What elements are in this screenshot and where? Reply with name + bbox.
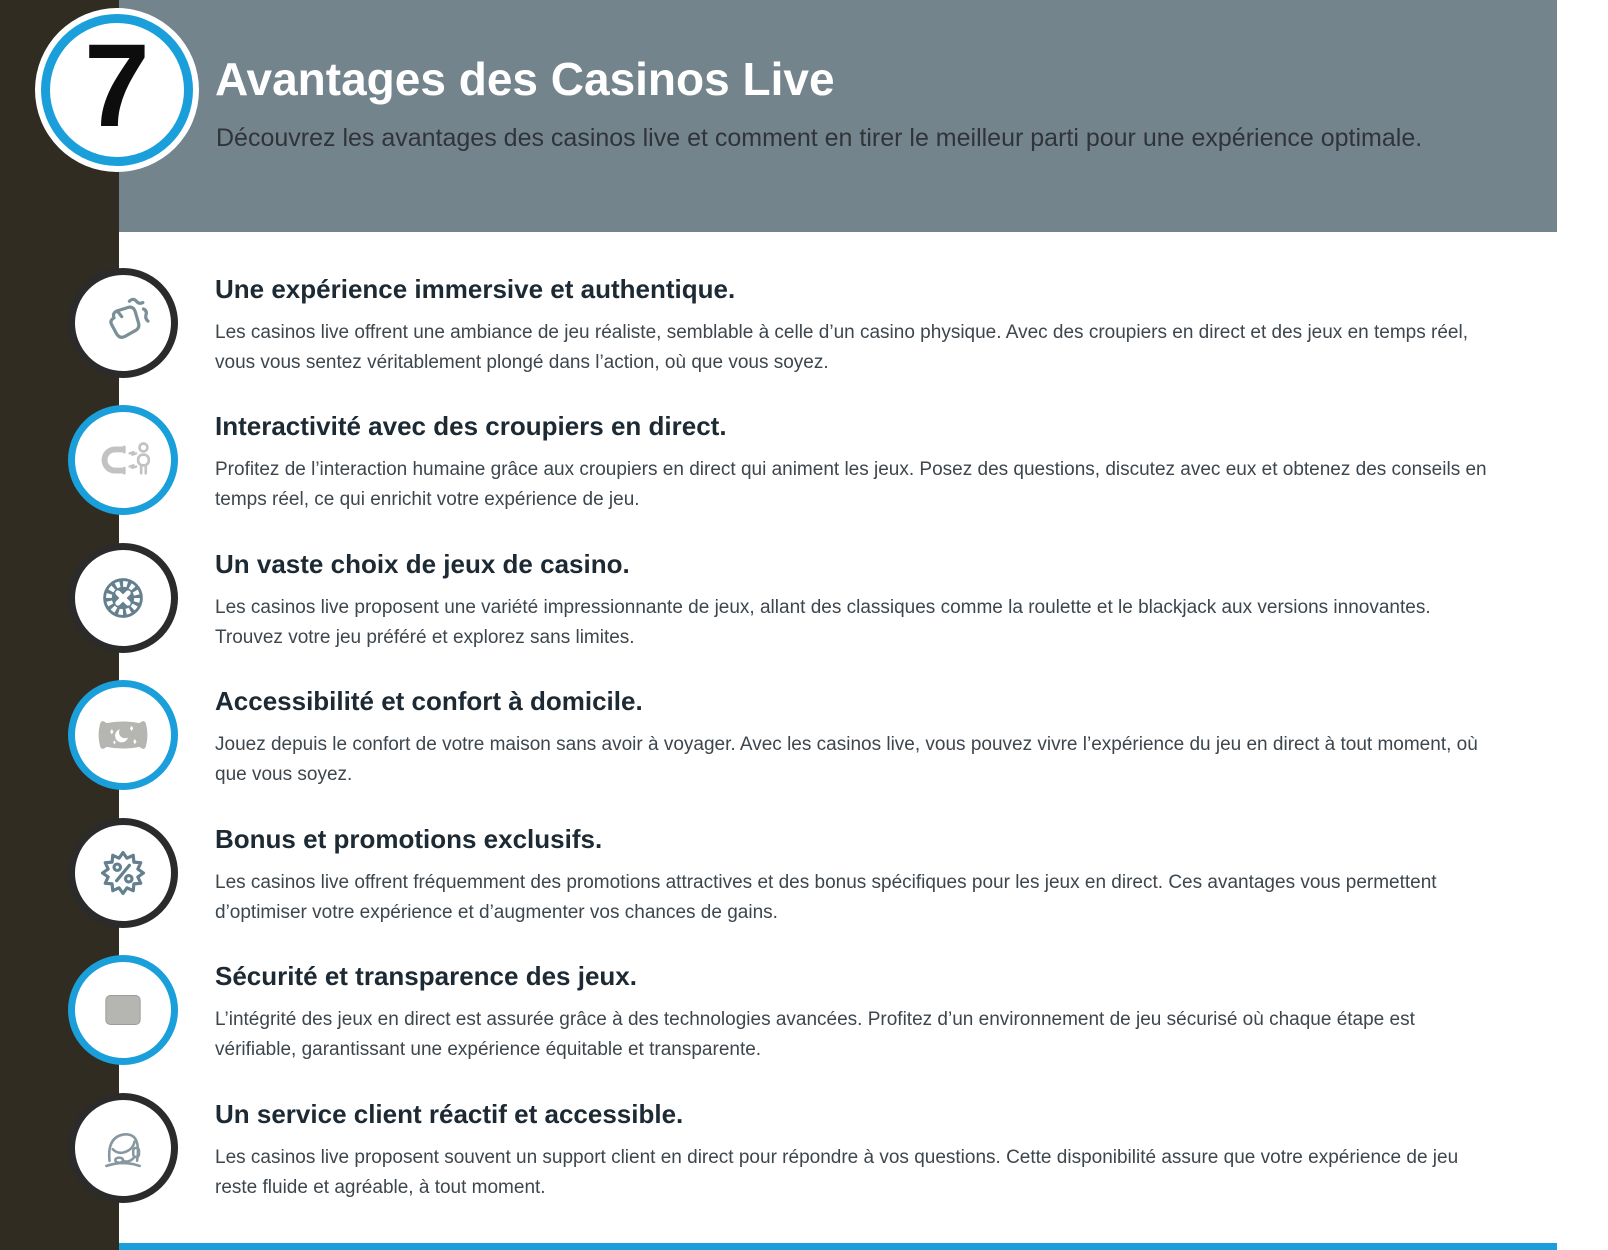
section-title: Un service client réactif et accessible. bbox=[215, 1099, 684, 1129]
bottom-accent-bar bbox=[119, 1243, 1557, 1250]
section-body: Les casinos live proposent une variété impressionnante de jeux, allant des classiques comme la roulette et le blackjack aux versions innovantes. Trouvez votre jeu préféré et explorez sans limites. bbox=[215, 597, 1431, 648]
security-panel-icon bbox=[68, 955, 178, 1065]
section-immersive bbox=[215, 274, 1499, 377]
page-number: 7 bbox=[84, 20, 150, 152]
magnet-person-icon bbox=[68, 405, 178, 515]
section-bonus bbox=[215, 824, 1499, 927]
section-title: Une expérience immersive et authentique. bbox=[215, 274, 736, 304]
section-title: Accessibilité et confort à domicile. bbox=[215, 686, 643, 716]
discount-badge-icon bbox=[68, 818, 178, 928]
section-title: Sécurité et transparence des jeux. bbox=[215, 961, 637, 991]
roulette-wheel-icon bbox=[68, 543, 178, 653]
page-subtitle: Découvrez les avantages des casinos live et comment en tirer le meilleur parti pour une expérience optimale. bbox=[216, 124, 1423, 152]
section-service-client bbox=[215, 1099, 1499, 1202]
section-title: Bonus et promotions exclusifs. bbox=[215, 824, 603, 854]
immersive-glove-icon bbox=[68, 268, 178, 378]
section-securite bbox=[215, 961, 1499, 1064]
section-title: Un vaste choix de jeux de casino. bbox=[215, 549, 630, 579]
page-title: Avantages des Casinos Live bbox=[215, 53, 835, 105]
support-agent-icon bbox=[68, 1093, 178, 1203]
section-body: Les casinos live proposent souvent un support client en direct pour répondre à vos questions. Cette disponibilité assure que votre expérience de jeu reste fluide et agréable, à tout moment. bbox=[215, 1147, 1459, 1198]
section-body: L’intégrité des jeux en direct est assurée grâce à des technologies avancées. Profitez d’un environnement de jeu sécurisé où chaque étape est vérifiable, garantissant une expérience équitable et transparente. bbox=[215, 1009, 1415, 1060]
page-header bbox=[119, 0, 1557, 232]
section-body: Les casinos live offrent fréquemment des promotions attractives et des bonus spécifiques pour les jeux en direct. Ces avantages vous permettent d’optimiser votre expérience et d’augmenter vos chances de gains. bbox=[215, 872, 1437, 923]
section-choix-jeux bbox=[215, 549, 1499, 652]
pillow-moon-icon bbox=[68, 680, 178, 790]
page-number-badge bbox=[41, 14, 193, 166]
section-title: Interactivité avec des croupiers en direct. bbox=[215, 411, 727, 441]
section-body: Jouez depuis le confort de votre maison sans avoir à voyager. Avec les casinos live, vous pouvez vivre l’expérience du jeu en direct à tout moment, où que vous soyez. bbox=[215, 734, 1478, 785]
section-body: Profitez de l’interaction humaine grâce aux croupiers en direct qui animent les jeux. Posez des questions, discutez avec eux et obtenez des conseils en temps réel, ce qui enrichit votre expérience de jeu. bbox=[215, 459, 1487, 510]
section-interactivite bbox=[215, 411, 1499, 514]
section-body: Les casinos live offrent une ambiance de jeu réaliste, semblable à celle d’un casino physique. Avec des croupiers en direct et des jeux en temps réel, vous vous sentez véritablement plongé dans l’action, où que vous soyez. bbox=[215, 322, 1468, 373]
section-accessibilite bbox=[215, 686, 1499, 789]
